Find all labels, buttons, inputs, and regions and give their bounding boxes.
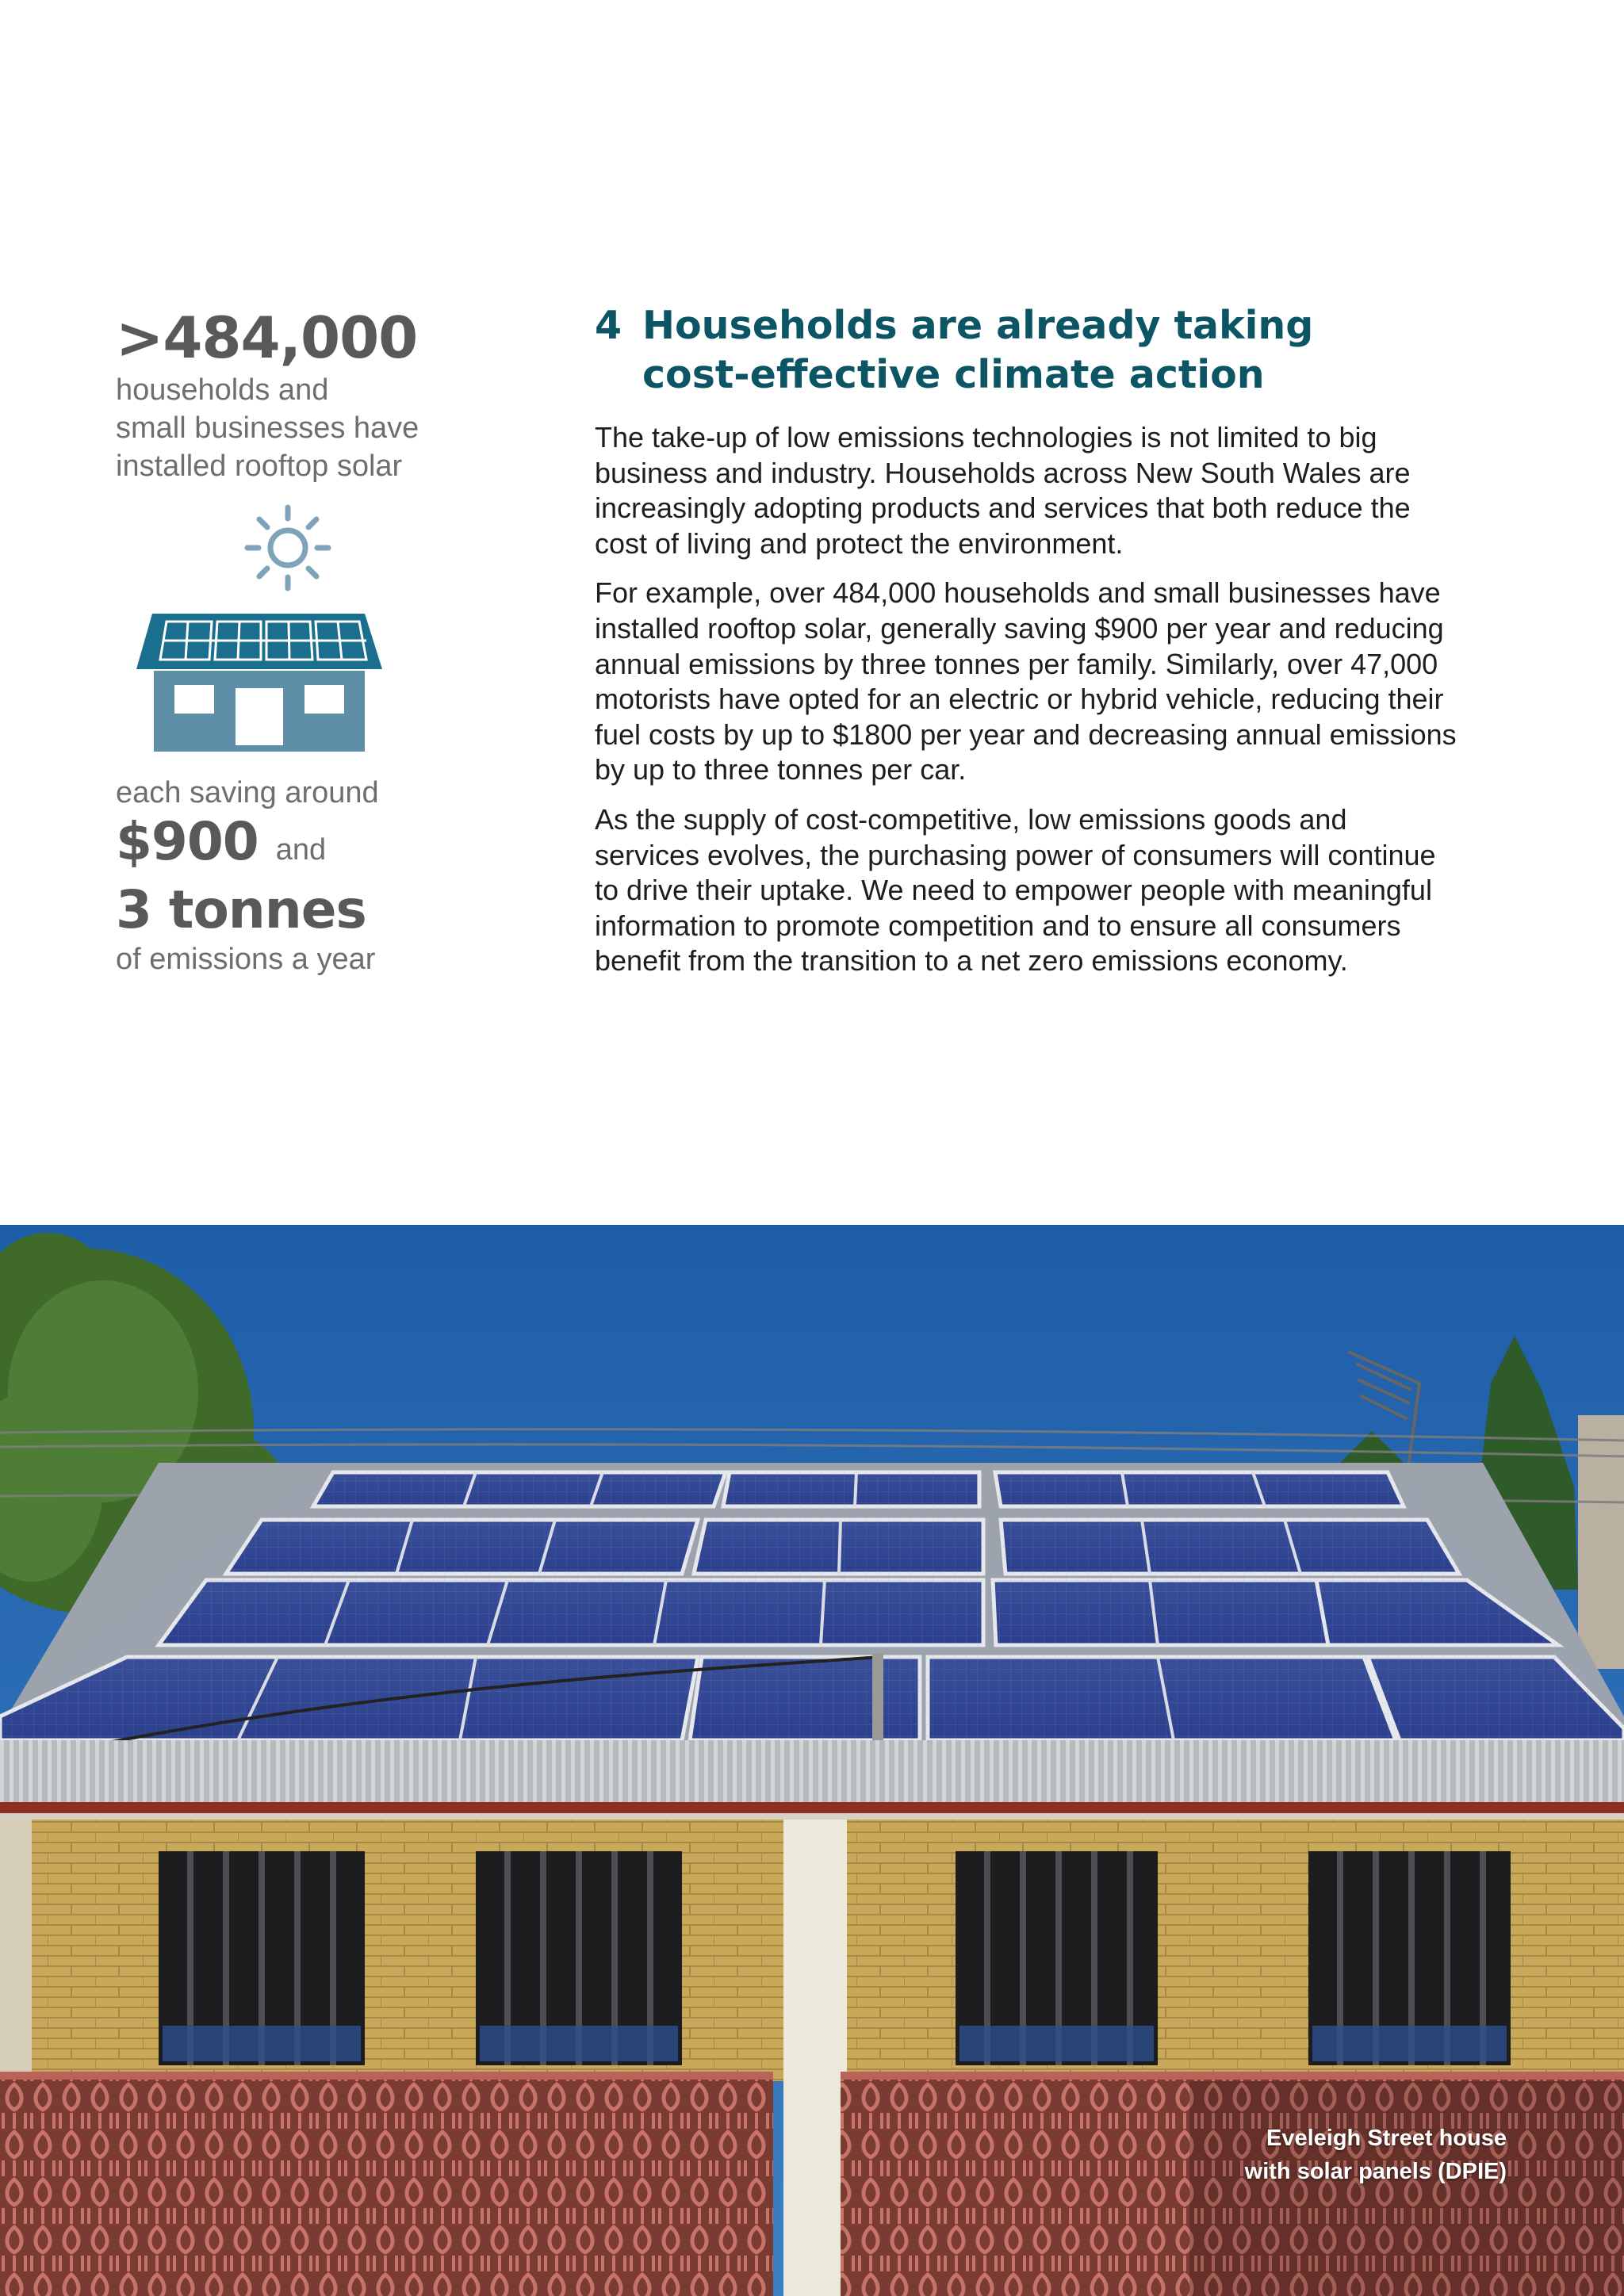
solar-house-icon <box>136 503 382 756</box>
paragraph <box>595 576 1499 788</box>
section-heading <box>595 301 1499 400</box>
households-description <box>116 371 473 485</box>
sun-icon <box>247 507 328 588</box>
tonnes-description: of emissions a year <box>116 943 376 976</box>
paragraph <box>595 420 1499 561</box>
paragraph-line: installed rooftop solar, generally saving $900 per year and reducing <box>595 611 1444 645</box>
paragraph-line: For example, over 484,000 households and small businesses have <box>595 576 1441 610</box>
paragraph-line: cost of living and protect the environment. <box>595 526 1124 560</box>
paragraph-line: services evolves, the purchasing power of consumers will continue <box>595 838 1436 871</box>
paragraph-line: annual emissions by three tonnes per family. Similarly, over 47,000 <box>595 647 1438 680</box>
paragraph-line: information to promote competition and to ensure all consumers <box>595 909 1401 942</box>
paragraph-line: fuel costs by up to $1800 per year and decreasing annual emissions <box>595 718 1457 751</box>
households-count: >484,000 <box>116 304 418 371</box>
saving-amount: $900 <box>116 811 259 872</box>
paragraph-line: by up to three tonnes per car. <box>595 753 967 786</box>
households-line: installed rooftop solar <box>116 450 403 483</box>
paragraph <box>595 802 1499 979</box>
households-line: small businesses have <box>116 411 419 445</box>
stats-top <box>116 304 473 485</box>
section-title <box>642 301 1313 400</box>
paragraph-line: motorists have opted for an electric or hybrid vehicle, reducing their <box>595 683 1444 716</box>
photo-caption <box>1245 2122 1507 2188</box>
section-number: 4 <box>595 303 622 348</box>
paragraph-line: The take-up of low emissions technologies is not limited to big <box>595 421 1377 453</box>
paragraph-line: business and industry. Households across New South Wales are <box>595 456 1411 489</box>
article <box>595 301 1499 993</box>
saving-amount-row <box>116 812 473 880</box>
saving-intro: each saving around <box>116 776 379 809</box>
section-title-line: cost-effective climate action <box>642 352 1265 397</box>
solar-house-illustration <box>136 503 382 756</box>
paragraph-line: As the supply of cost-competitive, low emissions goods and <box>595 802 1347 836</box>
paragraph-line: increasingly adopting products and services that both reduce the <box>595 492 1411 525</box>
tonnes-value: 3 tonnes <box>116 879 366 940</box>
paragraph-line: benefit from the transition to a net zero emissions economy. <box>595 944 1348 978</box>
households-line: households and <box>116 373 329 407</box>
stats-bottom <box>116 774 473 978</box>
paragraph-line: to drive their uptake. We need to empower people with meaningful <box>595 874 1432 907</box>
saving-and: and <box>275 833 327 867</box>
caption-line: Eveleigh Street house <box>1266 2126 1507 2151</box>
section-title-line: Households are already taking <box>642 303 1314 348</box>
caption-line: with solar panels (DPIE) <box>1244 2159 1507 2184</box>
